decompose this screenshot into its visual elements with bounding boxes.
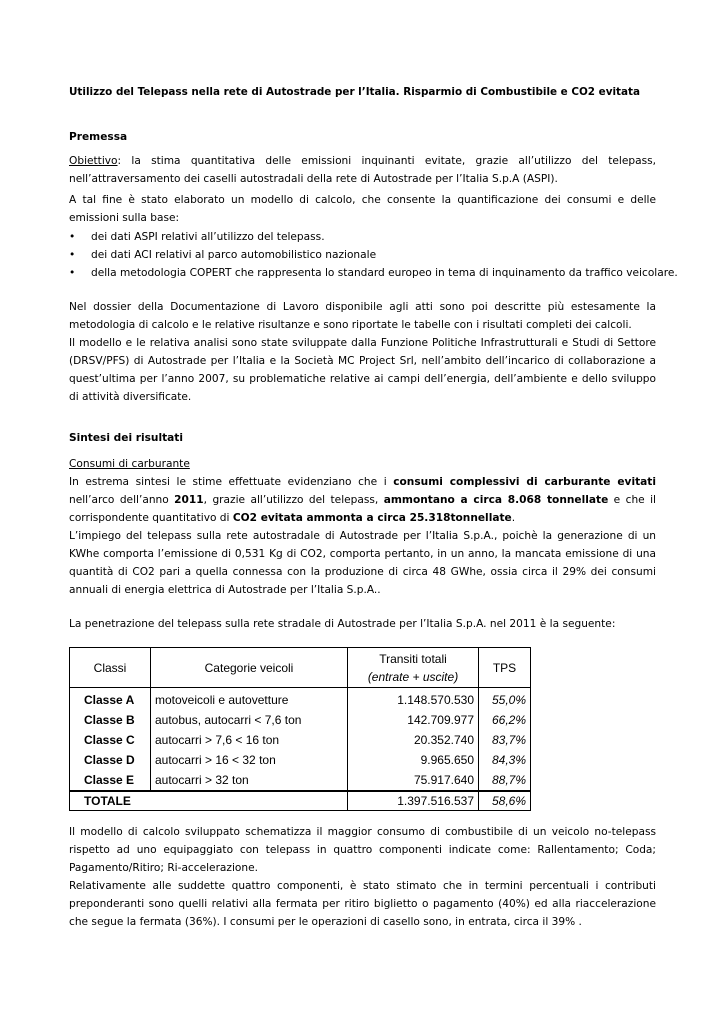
paragraph-consumi <box>69 473 656 527</box>
subheading-consumi: Consumi di carburante <box>69 458 190 470</box>
cell-categoria: autocarri > 7,6 < 16 ton <box>151 730 348 750</box>
table-row <box>70 730 531 750</box>
cell-classe: Classe C <box>70 730 151 750</box>
header-categorie: Categorie veicoli <box>151 648 348 688</box>
obiettivo-text: : la stima quantitativa delle emissioni inquinanti evitate, grazie all’utilizzo del telepass, nell’attraversamento dei caselli autostradali della rete di Autostrade per l’Italia S.p.A (ASPI). <box>69 155 656 185</box>
cell-tps: 66,2% <box>479 710 531 730</box>
cell-total-label: TOTALE <box>70 791 348 811</box>
bullet-icon: • <box>69 249 76 261</box>
bullet-text: della metodologia COPERT che rappresenta lo standard europeo in tema di inquinamento da traffico veicolare. <box>91 267 678 279</box>
document-title: Utilizzo del Telepass nella rete di Autostrade per l’Italia. Risparmio di Combustibile e CO2 evitata <box>69 86 640 98</box>
text-run-bold: ammontano a circa 8.068 tonnellate <box>383 494 609 506</box>
header-transiti-label: Transiti totali <box>379 651 447 666</box>
header-transiti-sub: (entrate + uscite) <box>367 669 459 684</box>
text-run: nell’arco dell’anno <box>69 494 175 506</box>
telepass-table <box>69 647 531 811</box>
cell-classe: Classe B <box>70 710 151 730</box>
table-row <box>70 770 531 791</box>
bullet-text: dei dati ASPI relativi all’utilizzo del telepass. <box>91 231 325 243</box>
cell-transiti: 1.148.570.530 <box>348 688 479 711</box>
table-row <box>70 688 531 711</box>
paragraph-modello: Il modello e le relativa analisi sono state sviluppate dalla Funzione Politiche Infrastrutturali e Studi di Settore (DRSV/PFS) di Autostrade per l’Italia e la Società MC Project Srl, nell’ambito dell’incarico di collaborazione a quest’ultima per l’anno 2007, su problematiche relative ai campi dell’energia, dell’ambiente e dello sviluppo di attività diversificate. <box>69 337 656 403</box>
section-heading-premessa: Premessa <box>69 131 128 143</box>
cell-transiti: 20.352.740 <box>348 730 479 750</box>
text-run: In estrema sintesi le stime effettuate evidenziano che i <box>69 476 394 488</box>
table-row <box>70 710 531 730</box>
cell-tps: 83,7% <box>479 730 531 750</box>
cell-classe: Classe E <box>70 770 151 791</box>
cell-transiti: 142.709.977 <box>348 710 479 730</box>
cell-total-transiti: 1.397.516.537 <box>348 791 479 811</box>
paragraph-dossier: Nel dossier della Documentazione di Lavoro disponibile agli atti sono poi descritte più estesamente la metodologia di calcolo e le relative risultanze e sono riportate le tabelle con i risultati completi dei calcoli. <box>69 301 656 331</box>
bullet-icon: • <box>69 267 76 279</box>
cell-transiti: 75.917.640 <box>348 770 479 791</box>
text-run-bold: CO2 evitata ammonta a circa 25.318tonnellate <box>232 512 512 524</box>
paragraph-penetrazione: La penetrazione del telepass sulla rete stradale di Autostrade per l’Italia S.p.A. nel 2011 è la seguente: <box>69 618 616 630</box>
cell-tps: 88,7% <box>479 770 531 791</box>
cell-categoria: autocarri > 32 ton <box>151 770 348 791</box>
text-run-bold: consumi complessivi di carburante evitati <box>393 476 656 488</box>
obiettivo-label: Obiettivo <box>69 155 118 167</box>
cell-tps: 84,3% <box>479 750 531 770</box>
text-run: e che il corrispondente quantitativo di <box>69 494 656 524</box>
cell-transiti: 9.965.650 <box>348 750 479 770</box>
header-tps: TPS <box>479 648 531 688</box>
text-run-bold: 2011 <box>174 494 204 506</box>
header-transiti <box>348 648 479 688</box>
header-classi: Classi <box>70 648 151 688</box>
cell-classe: Classe D <box>70 750 151 770</box>
cell-total-tps: 58,6% <box>479 791 531 811</box>
paragraph-obiettivo <box>69 152 656 188</box>
table-row <box>70 750 531 770</box>
cell-classe: Classe A <box>70 688 151 711</box>
text-run: . <box>511 512 516 524</box>
cell-categoria: autocarri > 16 < 32 ton <box>151 750 348 770</box>
paragraph-modello-calcolo: Il modello di calcolo sviluppato schematizza il maggior consumo di combustibile di un veicolo no-telepass rispetto ad uno equipaggiato con telepass in quattro componenti indicate come: Rallentamento; Coda; Pagamento/Ritiro; Ri-accelerazione. <box>69 826 656 874</box>
bullet-icon: • <box>69 231 76 243</box>
paragraph-impiego: L’impiego del telepass sulla rete autostradale di Autostrade per l’Italia S.p.A., poichè la generazione di un KWhe comporta l’emissione di 0,531 Kg di CO2, comporta pertanto, in un anno, la mancata emissione di una quantità di CO2 pari a quella connessa con la produzione di circa 48 GWhe, ossia circa il 29% dei consumi annuali di energia elettrica di Autostrade per l’Italia S.p.A.. <box>69 530 656 596</box>
cell-categoria: autobus, autocarri < 7,6 ton <box>151 710 348 730</box>
table-header-row <box>70 648 531 688</box>
section-heading-sintesi: Sintesi dei risultati <box>69 432 184 444</box>
cell-tps: 55,0% <box>479 688 531 711</box>
bullet-text: dei dati ACI relativi al parco automobilistico nazionale <box>91 249 377 261</box>
table-total-row <box>70 791 531 811</box>
cell-categoria: motoveicoli e autovetture <box>151 688 348 711</box>
paragraph-intro: A tal fine è stato elaborato un modello di calcolo, che consente la quantificazione dei consumi e delle emissioni sulla base: <box>69 194 656 224</box>
paragraph-componenti: Relativamente alle suddette quattro componenti, è stato stimato che in termini percentuali i contributi preponderanti sono quelli relativi alla fermata per ritiro biglietto o pagamento (40%) ed alla riaccelerazione che segue la fermata (36%). I consumi per le operazioni di casello sono, in entrata, circa il 39% . <box>69 880 656 928</box>
text-run: , grazie all’utilizzo del telepass, <box>203 494 384 506</box>
